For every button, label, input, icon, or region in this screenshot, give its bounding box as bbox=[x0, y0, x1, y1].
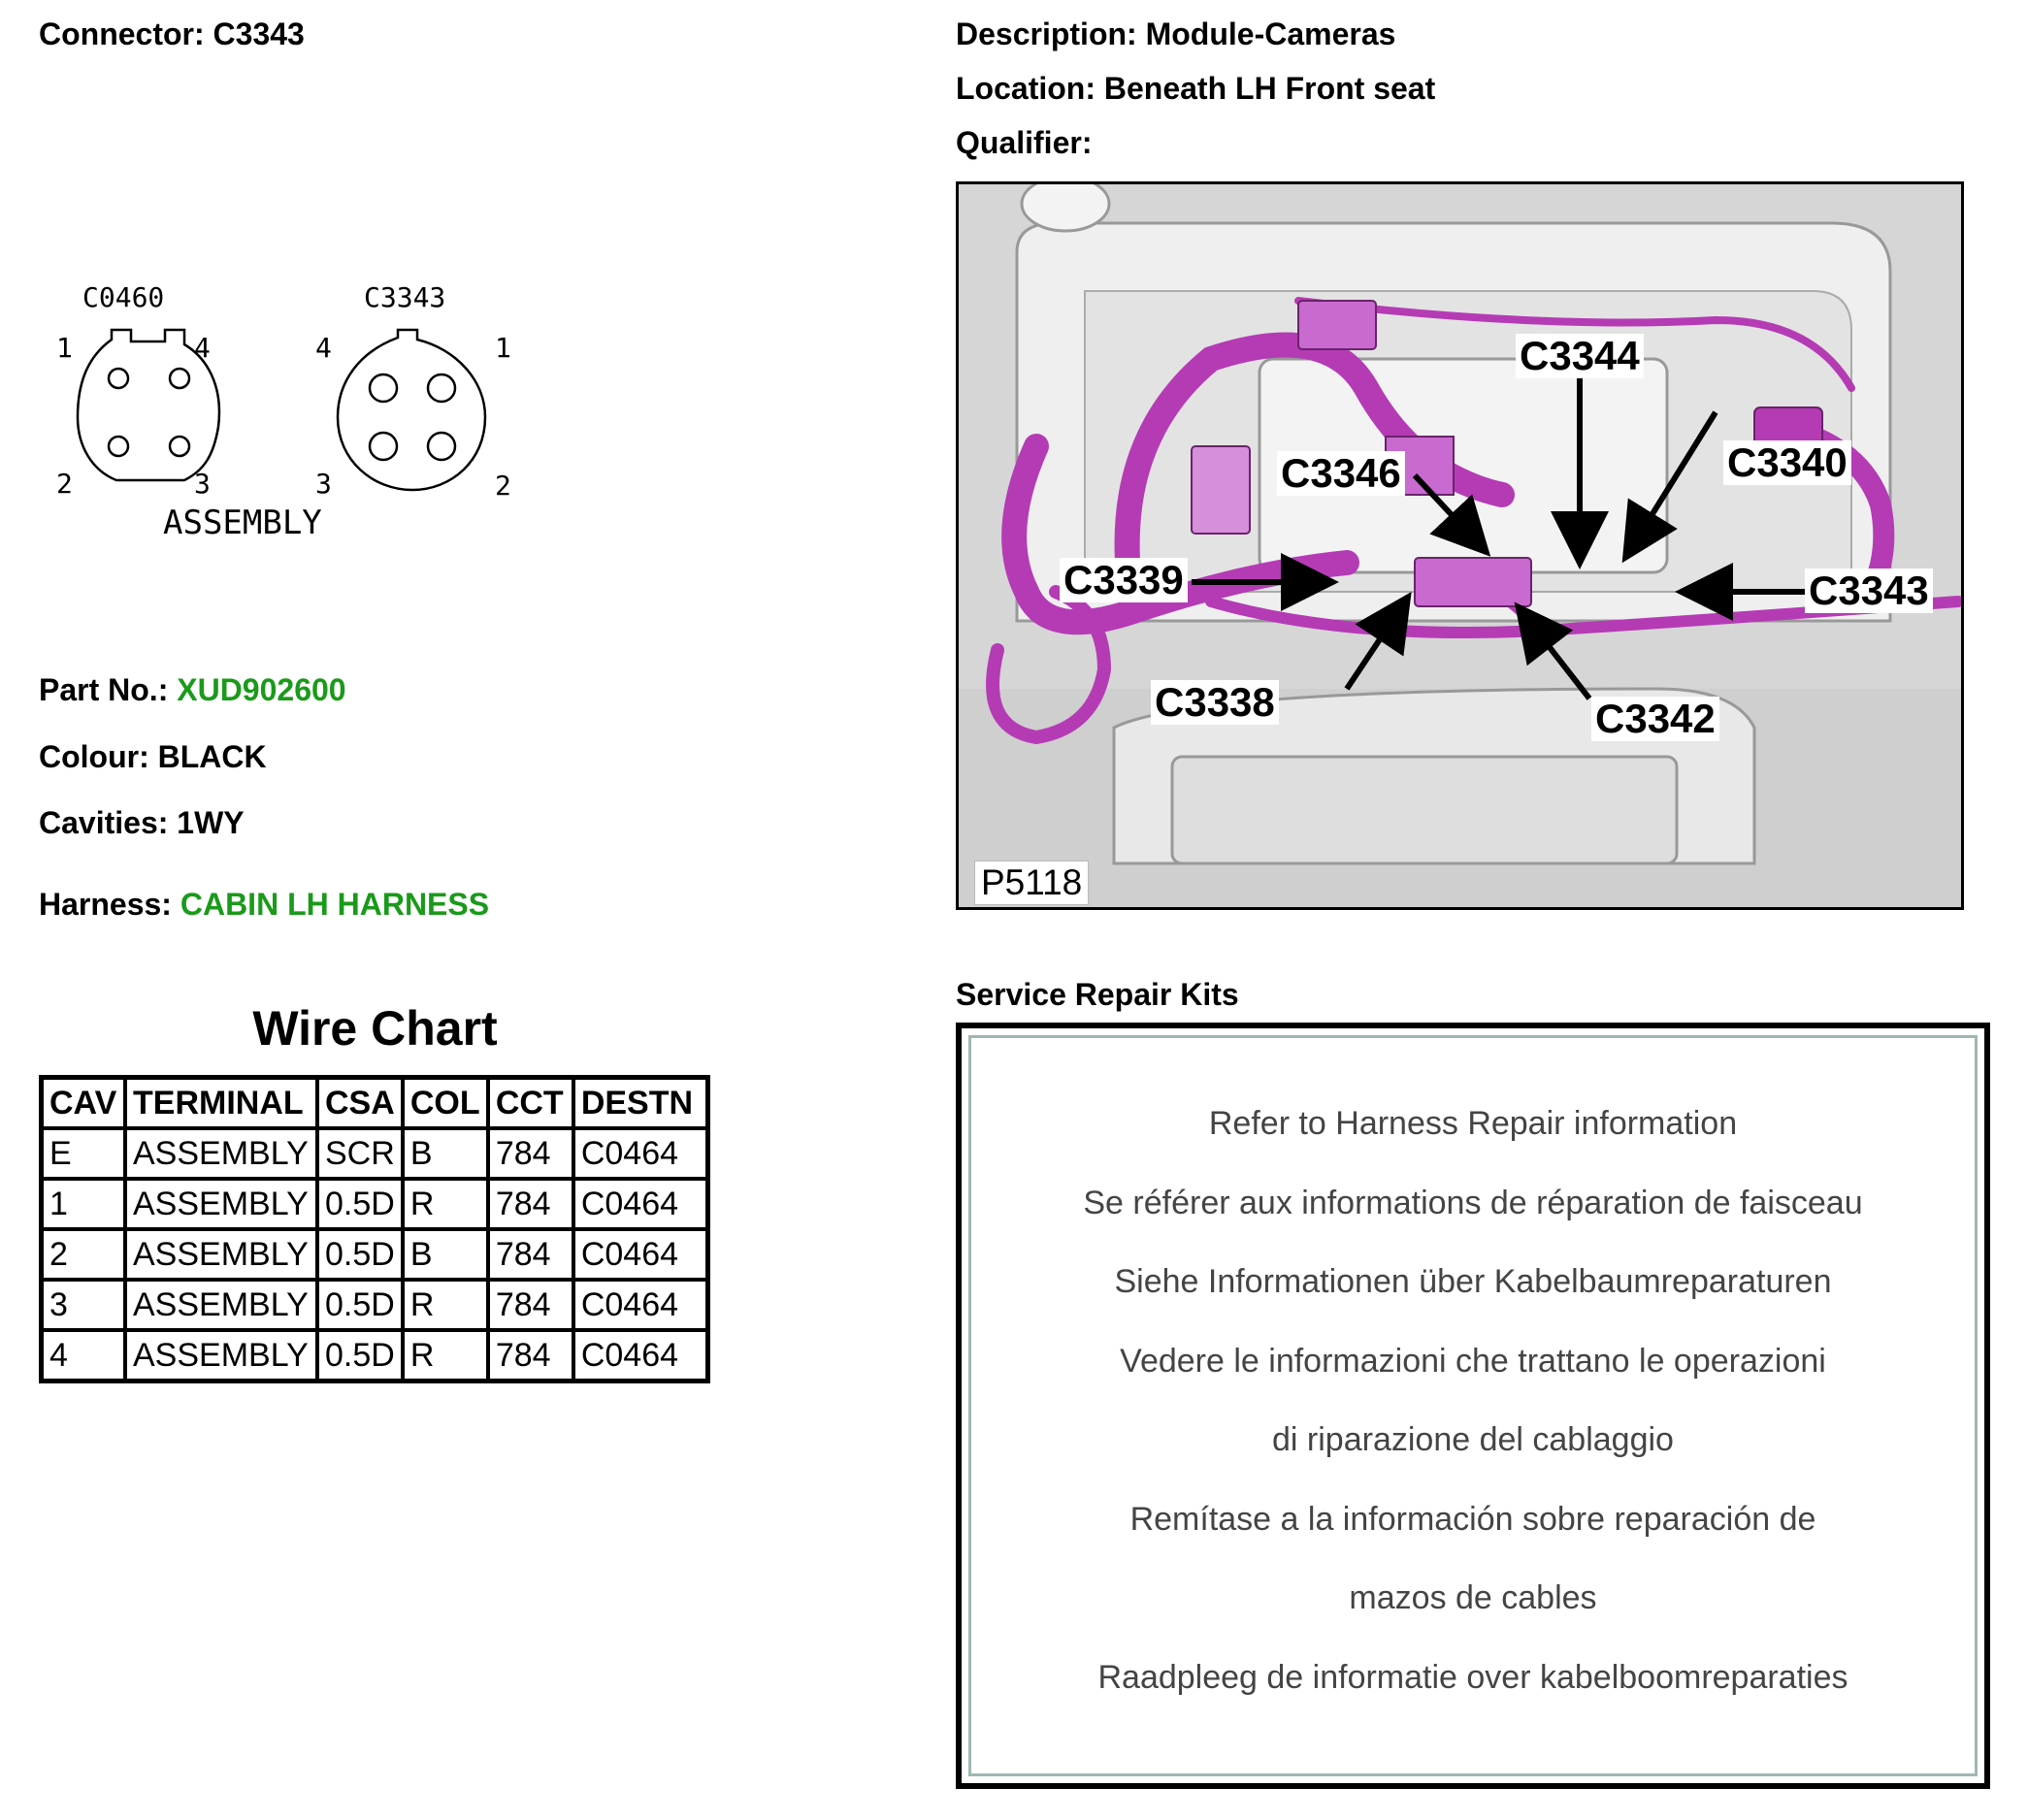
left-pin-label: 2 bbox=[56, 468, 73, 500]
kit-text-line: Vedere le informazioni che trattano le operazioni bbox=[1120, 1343, 1826, 1380]
callout-label: C3342 bbox=[1591, 697, 1719, 741]
table-row bbox=[42, 1229, 708, 1280]
left-connector-name: C0460 bbox=[82, 281, 165, 313]
part-number-field bbox=[39, 670, 346, 709]
left-pin-cavity bbox=[109, 437, 128, 456]
part-number-link[interactable]: XUD902600 bbox=[177, 672, 346, 707]
harness-link[interactable]: CABIN LH HARNESS bbox=[180, 887, 490, 922]
table-cell: 2 bbox=[42, 1229, 126, 1280]
right-pin-cavity bbox=[370, 433, 397, 460]
callout-label: C3344 bbox=[1516, 334, 1644, 378]
left-pin-cavity bbox=[109, 369, 128, 388]
column-header: TERMINAL bbox=[125, 1078, 317, 1129]
harness-field bbox=[39, 885, 489, 924]
right-pin-cavity bbox=[428, 433, 455, 460]
table-cell: ASSEMBLY bbox=[125, 1280, 317, 1330]
service-repair-kits-panel bbox=[956, 1023, 1990, 1789]
table-cell: 3 bbox=[42, 1280, 126, 1330]
table-cell: B bbox=[403, 1229, 488, 1280]
description-label: Description: bbox=[956, 16, 1137, 51]
column-header: CSA bbox=[317, 1078, 403, 1129]
cavities-label: Cavities: bbox=[39, 805, 169, 840]
table-cell: 784 bbox=[488, 1280, 573, 1330]
table-row bbox=[42, 1128, 708, 1179]
table-cell: R bbox=[403, 1330, 488, 1381]
kits-title: Service Repair Kits bbox=[956, 977, 1239, 1012]
table-cell: 784 bbox=[488, 1330, 573, 1381]
callout-label: C3339 bbox=[1060, 558, 1188, 602]
callout-label: C3338 bbox=[1151, 680, 1279, 725]
drawing-caption: ASSEMBLY bbox=[163, 504, 322, 542]
column-header: CCT bbox=[488, 1078, 573, 1129]
table-cell: ASSEMBLY bbox=[125, 1128, 317, 1179]
left-pin-cavity bbox=[170, 369, 189, 388]
callout-label: C3340 bbox=[1723, 440, 1851, 485]
kits-inner-frame bbox=[968, 1035, 1978, 1776]
right-connector-name: C3343 bbox=[364, 281, 446, 313]
left-pin-label: 4 bbox=[194, 332, 211, 364]
kit-text-line: Se référer aux informations de réparation de faisceau bbox=[1083, 1185, 1863, 1221]
callout-label: C3343 bbox=[1805, 569, 1933, 613]
table-cell: ASSEMBLY bbox=[125, 1229, 317, 1280]
kit-text-line: di riparazione del cablaggio bbox=[1272, 1421, 1674, 1458]
part-number-label: Part No.: bbox=[39, 672, 169, 707]
right-pin-label: 4 bbox=[315, 332, 332, 364]
kit-text-line: Remítase a la información sobre reparación de bbox=[1129, 1501, 1816, 1538]
table-cell: E bbox=[42, 1128, 126, 1179]
table-cell: 1 bbox=[42, 1179, 126, 1229]
table-row bbox=[42, 1179, 708, 1229]
wire-chart-header-row bbox=[42, 1078, 708, 1129]
qualifier-field bbox=[956, 123, 1092, 162]
connector-field bbox=[39, 15, 305, 53]
cavities-value: 1WY bbox=[177, 805, 245, 840]
cavities-field bbox=[39, 803, 245, 842]
column-header: DESTN bbox=[573, 1078, 708, 1129]
table-cell: 0.5D bbox=[317, 1229, 403, 1280]
table-cell: 784 bbox=[488, 1229, 573, 1280]
table-cell: SCR bbox=[317, 1128, 403, 1179]
table-cell: B bbox=[403, 1128, 488, 1179]
table-cell: 4 bbox=[42, 1330, 126, 1381]
table-cell: 784 bbox=[488, 1179, 573, 1229]
table-cell: R bbox=[403, 1280, 488, 1330]
column-header: CAV bbox=[42, 1078, 126, 1129]
connector-location-image bbox=[956, 181, 1964, 910]
table-cell: ASSEMBLY bbox=[125, 1330, 317, 1381]
right-pin-cavity bbox=[370, 374, 397, 402]
table-cell: C0464 bbox=[573, 1330, 708, 1381]
description-field bbox=[956, 15, 1395, 53]
left-pin-label: 3 bbox=[194, 468, 211, 500]
wire-chart-table bbox=[39, 1075, 710, 1383]
description-value: Module-Cameras bbox=[1145, 16, 1396, 51]
table-cell: 0.5D bbox=[317, 1330, 403, 1381]
right-pin-label: 3 bbox=[315, 468, 332, 500]
right-connector-outline bbox=[338, 330, 485, 490]
location-illustration bbox=[959, 184, 1964, 910]
colour-field bbox=[39, 737, 267, 776]
left-pin-label: 1 bbox=[56, 332, 73, 364]
connector-label: Connector: bbox=[39, 16, 205, 51]
kit-text-line: Siehe Informationen über Kabelbaumreparaturen bbox=[1114, 1263, 1832, 1300]
wire-chart-title: Wire Chart bbox=[252, 1001, 498, 1056]
location-label: Location: bbox=[956, 71, 1096, 106]
qualifier-label: Qualifier: bbox=[956, 125, 1093, 160]
right-pin-label: 1 bbox=[495, 332, 511, 364]
kit-text-line: Refer to Harness Repair information bbox=[1208, 1105, 1738, 1142]
location-field bbox=[956, 69, 1435, 108]
colour-value: BLACK bbox=[157, 739, 267, 774]
table-cell: C0464 bbox=[573, 1229, 708, 1280]
colour-label: Colour: bbox=[39, 739, 149, 774]
harness-label: Harness: bbox=[39, 887, 172, 922]
location-value: Beneath LH Front seat bbox=[1103, 71, 1436, 106]
table-row bbox=[42, 1280, 708, 1330]
kit-text-line: mazos de cables bbox=[1349, 1579, 1597, 1616]
kit-text-line: Raadpleeg de informatie over kabelboomreparaties bbox=[1097, 1659, 1848, 1696]
table-cell: ASSEMBLY bbox=[125, 1179, 317, 1229]
table-cell: 0.5D bbox=[317, 1179, 403, 1229]
callout-label: C3346 bbox=[1277, 451, 1405, 496]
table-cell: C0464 bbox=[573, 1280, 708, 1330]
table-row bbox=[42, 1330, 708, 1381]
left-pin-cavity bbox=[170, 437, 189, 456]
image-reference: P5118 bbox=[974, 861, 1089, 905]
table-cell: C0464 bbox=[573, 1128, 708, 1179]
table-cell: C0464 bbox=[573, 1179, 708, 1229]
table-cell: 784 bbox=[488, 1128, 573, 1179]
connector-value: C3343 bbox=[213, 16, 305, 51]
column-header: COL bbox=[403, 1078, 488, 1129]
right-pin-cavity bbox=[428, 374, 455, 402]
right-pin-label: 2 bbox=[495, 470, 511, 502]
table-cell: R bbox=[403, 1179, 488, 1229]
table-cell: 0.5D bbox=[317, 1280, 403, 1330]
connector-face-drawing bbox=[39, 272, 543, 553]
